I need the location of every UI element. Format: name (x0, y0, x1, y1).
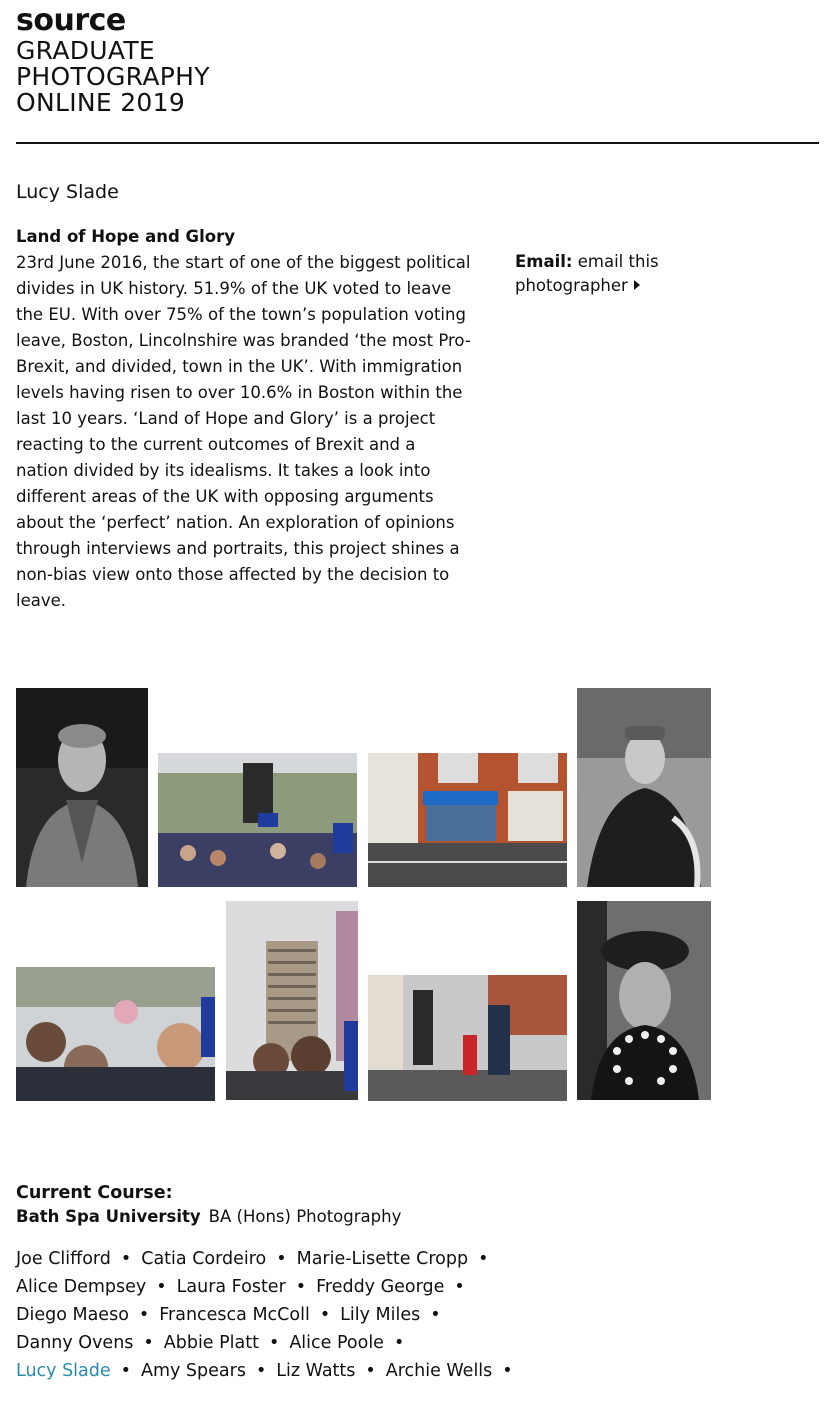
bullet-separator: • (120, 1361, 131, 1381)
project-description: 23rd June 2016, the start of one of the biggest political divides in UK history. 51.9% of the UK voted to leave the EU. With over 75% of the town’s population voting leave, Boston, Lincolnshire was branded ‘the most Pro-Brexit, and divided, town in the UK’. With immigration levels having risen to over 10.6% in Boston within the last 10 years. ‘Land of Hope and Glory’ is a project reacting to the current outcomes of Brexit and a nation divided by its idealisms. It takes a look into different areas of the UK with opposing arguments about the ‘perfect’ nation. An exploration of opinions through interviews and portraits, this project shines a non-bias view onto those affected by the decision to leave. (16, 253, 471, 610)
student-link[interactable]: Lucy Slade (16, 1361, 111, 1381)
university-name[interactable]: Bath Spa University (16, 1207, 201, 1226)
gallery-photo-4[interactable] (577, 688, 711, 887)
student-row (16, 1357, 576, 1385)
student-link[interactable]: Abbie Platt (163, 1333, 259, 1353)
student-row (16, 1273, 576, 1301)
bullet-separator: • (365, 1361, 376, 1381)
student-link[interactable]: Danny Ovens (16, 1333, 134, 1353)
student-row (16, 1301, 576, 1329)
bullet-separator: • (138, 1305, 150, 1325)
degree-name: BA (Hons) Photography (208, 1207, 402, 1226)
bullet-separator: • (120, 1249, 132, 1269)
project-info (16, 224, 471, 614)
project-title: Land of Hope and Glory (16, 227, 235, 246)
student-link[interactable]: Freddy George (316, 1277, 445, 1297)
contact-block (515, 250, 715, 298)
student-row (16, 1329, 576, 1357)
email-link-text: email this photographer (515, 252, 659, 295)
course-heading: Current Course: (16, 1183, 173, 1203)
triangle-right-icon (634, 280, 640, 290)
bullet-separator: • (454, 1277, 465, 1297)
bullet-separator: • (319, 1305, 331, 1325)
student-link[interactable]: Laura Foster (176, 1277, 286, 1297)
site-logo[interactable] (16, 3, 210, 117)
gallery-photo-3[interactable] (368, 753, 567, 887)
gallery-photo-1[interactable] (16, 688, 148, 887)
bullet-separator: • (502, 1361, 513, 1381)
bullet-separator: • (269, 1333, 280, 1353)
student-link[interactable]: Lily Miles (340, 1305, 421, 1325)
bullet-separator: • (255, 1361, 267, 1381)
bullet-separator: • (295, 1277, 307, 1297)
student-link[interactable]: Alice Poole (289, 1333, 384, 1353)
student-link[interactable]: Joe Clifford (16, 1249, 111, 1269)
bullet-separator: • (430, 1305, 441, 1325)
student-link[interactable]: Alice Dempsey (16, 1277, 147, 1297)
current-course (16, 1183, 816, 1226)
gallery-photo-6[interactable] (226, 901, 358, 1100)
bullet-separator: • (393, 1333, 405, 1353)
gallery-photo-8[interactable] (577, 901, 711, 1100)
bullet-separator: • (478, 1249, 489, 1269)
site-title-line-2: PHOTOGRAPHY (16, 62, 210, 91)
student-link[interactable]: Amy Spears (140, 1361, 246, 1381)
site-title-line-1: GRADUATE (16, 36, 156, 65)
student-row (16, 1245, 576, 1273)
header-divider (16, 142, 819, 144)
student-list (16, 1245, 576, 1385)
gallery-photo-7[interactable] (368, 975, 567, 1101)
site-title-line-3: ONLINE 2019 (16, 88, 186, 117)
bullet-separator: • (143, 1333, 154, 1353)
bullet-separator: • (156, 1277, 167, 1297)
gallery-photo-2[interactable] (158, 753, 357, 887)
student-link[interactable]: Archie Wells (385, 1361, 493, 1381)
gallery-photo-5[interactable] (16, 967, 215, 1101)
brand-name: source (16, 3, 126, 38)
bullet-separator: • (276, 1249, 287, 1269)
student-link[interactable]: Marie-Lisette Cropp (296, 1249, 469, 1269)
email-label: Email: (515, 252, 573, 271)
student-link[interactable]: Francesca McColl (159, 1305, 310, 1325)
student-link[interactable]: Liz Watts (276, 1361, 356, 1381)
student-link[interactable]: Diego Maeso (16, 1305, 129, 1325)
student-link[interactable]: Catia Cordeiro (141, 1249, 267, 1269)
photographer-name: Lucy Slade (16, 181, 119, 203)
